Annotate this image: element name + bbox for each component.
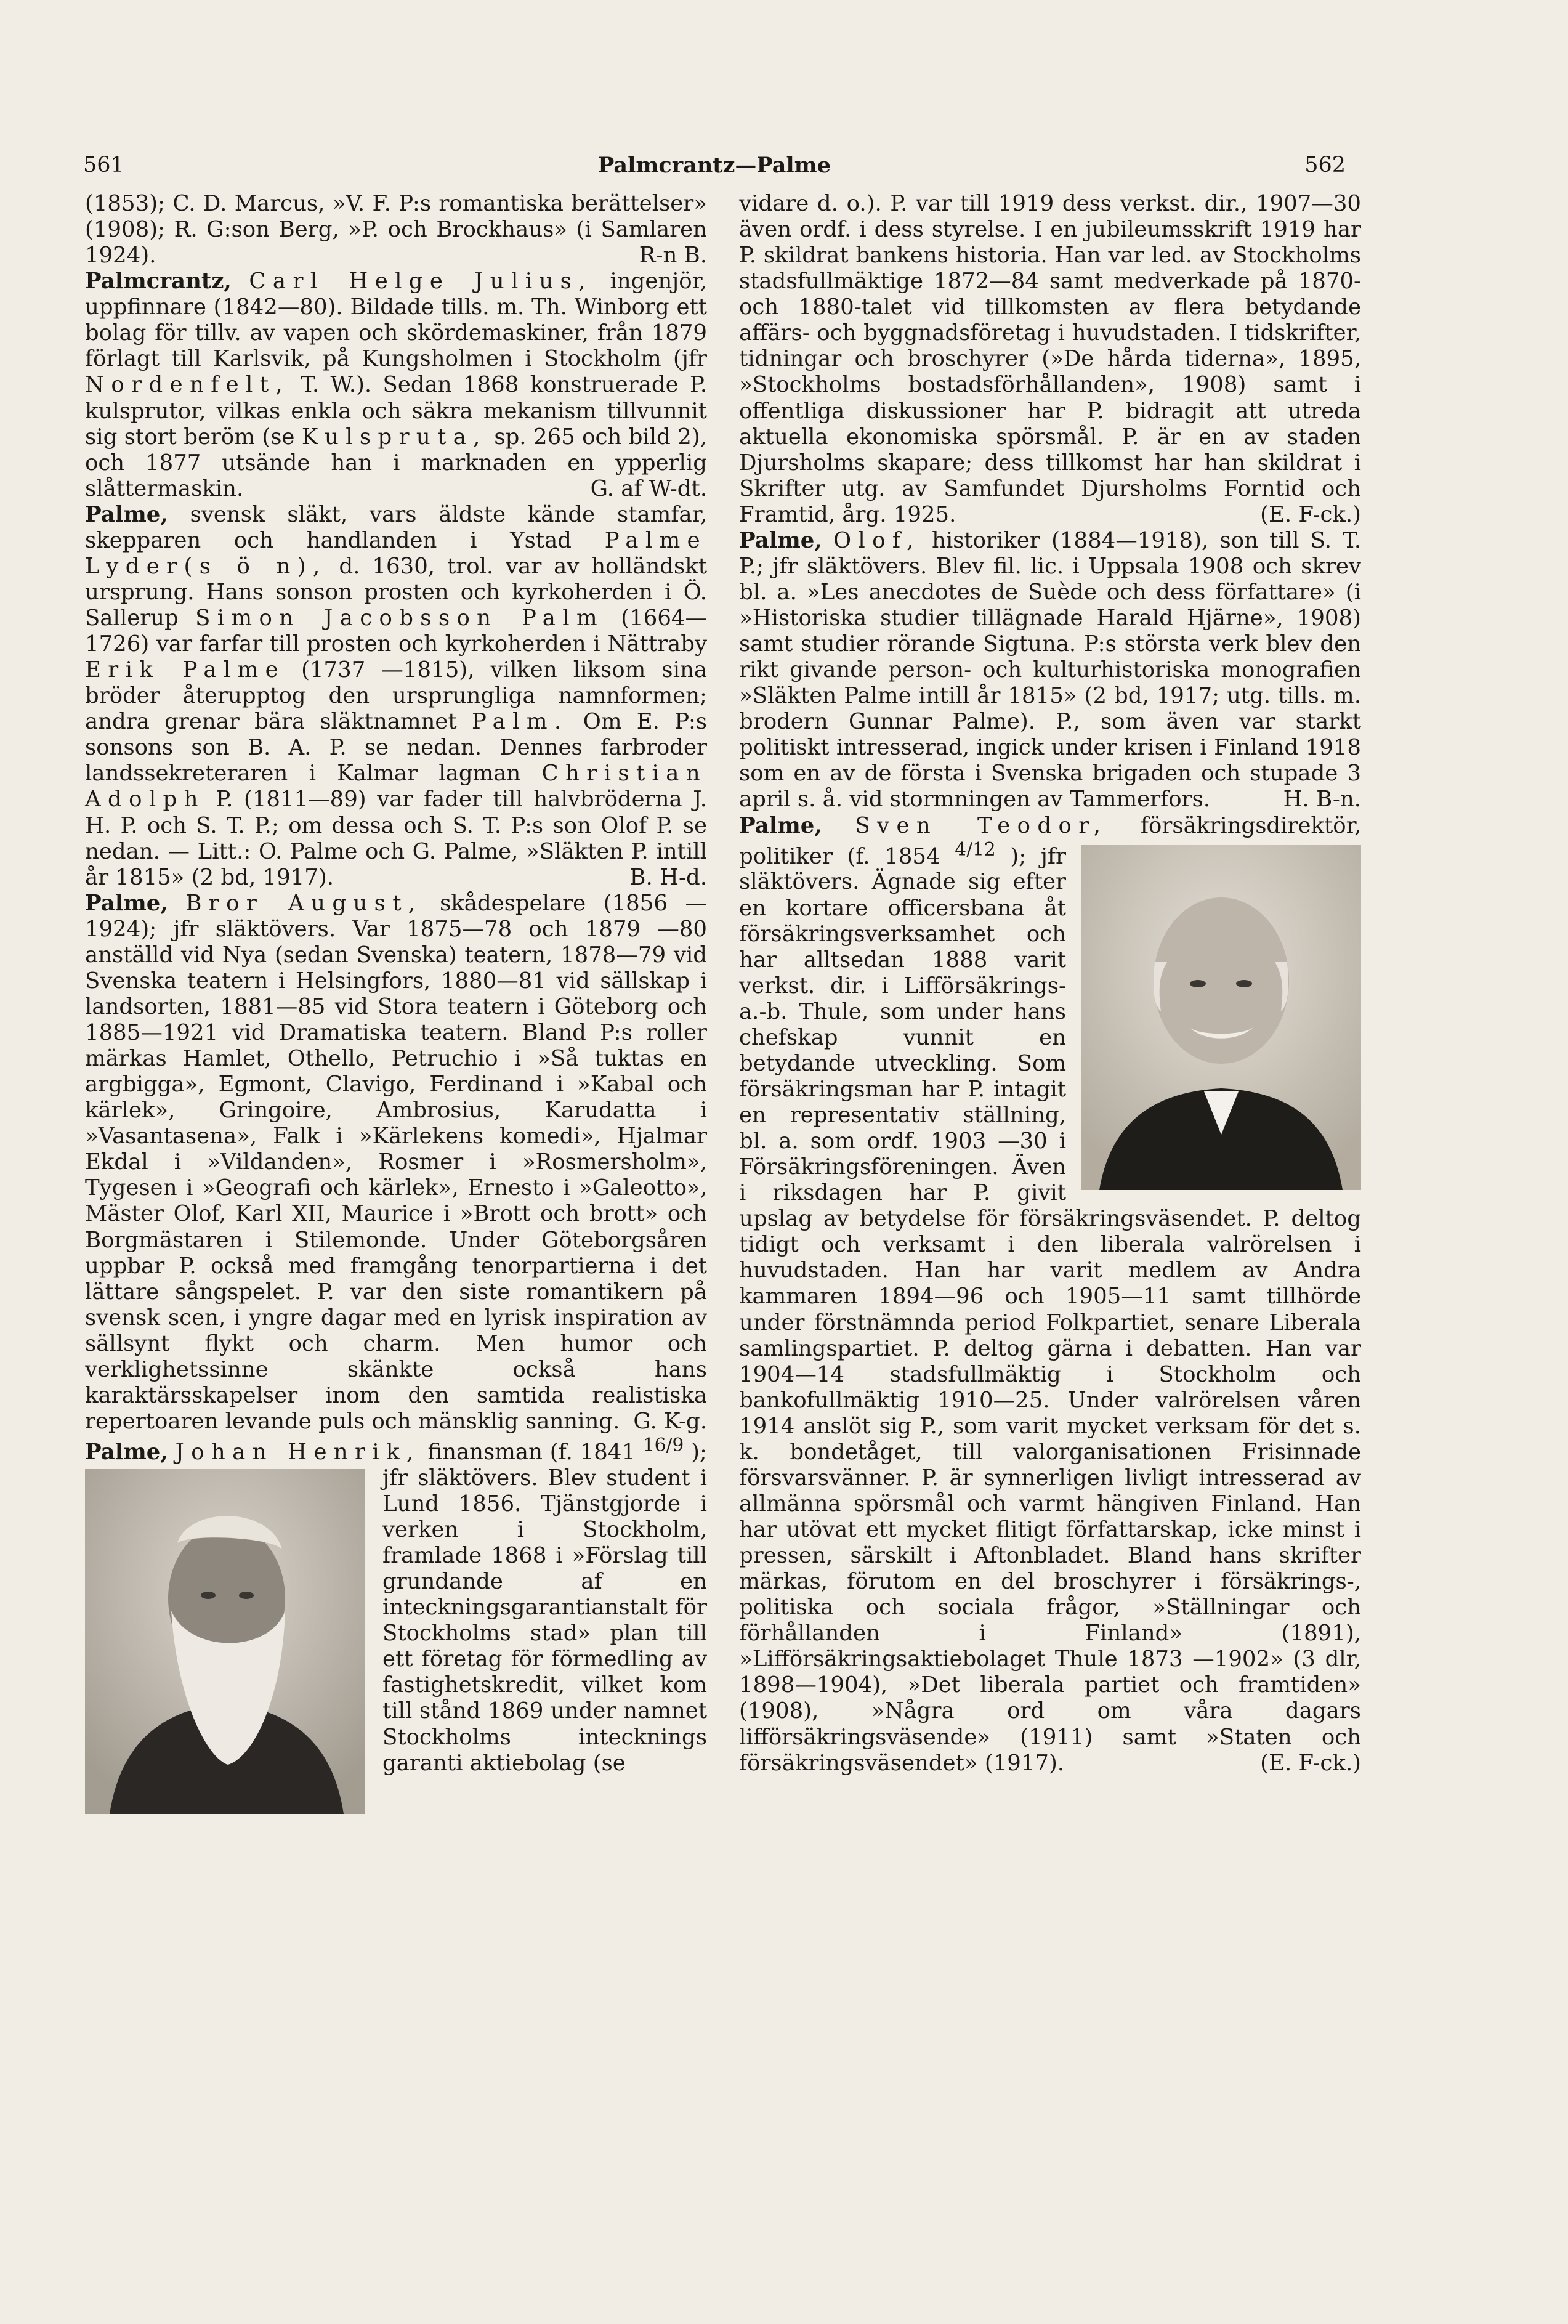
- portrait-bearded-man-icon: [85, 1469, 365, 1814]
- page-header: [83, 153, 1346, 184]
- signature: R-n B.: [639, 243, 707, 269]
- portrait-johan-henrik-palme-image: [85, 1469, 365, 1814]
- signature: G. K-g.: [633, 1408, 707, 1434]
- entry-headword: Palme,: [739, 812, 822, 838]
- running-title: Palmcrantz—Palme: [598, 153, 831, 178]
- signature: (E. F-ck.): [1260, 1750, 1361, 1776]
- signature: G. af W-dt.: [590, 476, 707, 501]
- portrait-bald-man-icon: [1081, 845, 1361, 1190]
- page-number-left: 561: [83, 153, 124, 177]
- entry-olof-palme: Palme, Olof, historiker (1884—1918), son till S. T. P.; jfr släktövers. Blev fil. lic. i Uppsala 1908 och skrev bl. a. »Les anecdotes de Suède och dess författare» (i »Historiska studier tillägnade Harald Hjärne», 1908) samt studier rörande Sigtuna. P:s största verk blev den rikt givande person- och kulturhistoriska monografien »Släkten Palme intill år 1815» (2 bd, 1917; utg. tills. m. brodern Gunnar Palme). P., som även var starkt politiskt intresserad, ingick under krisen i Finland 1918 som en av de första i Svenska brigaden och stupade 3 april s. å. vid stormningen av Tammerfors. H. B-n.: [739, 527, 1361, 812]
- entry-fragment: (1853); C. D. Marcus, »V. F. P:s romantiska berättelser» (1908); R. G:son Berg, »P. och Brockhaus» (i Samlaren 1924). R-n B.: [85, 191, 707, 269]
- portrait-sven-teodor-palme-image: [1081, 845, 1361, 1190]
- signature: H. B-n.: [1283, 787, 1361, 812]
- entry-palme-family: Palme, svensk släkt, vars äldste kände stamfar, skepparen och handlanden i Ystad Palme Lyder(s ö n), d. 1630, trol. var av holländskt ursprung. Hans sonson prosten och kyrkoherden i Ö. Sallerup Simon Jacobsson Palm (1664—1726) var farfar till prosten och kyrkoherden i Nättraby Erik Palme (1737 —1815), vilken liksom sina bröder återupptog den ursprungliga namnformen; andra grenar bära släktnamnet Palm. Om E. P:s sonsons son B. A. P. se nedan. Dennes farbroder landssekreteraren i Kalmar lagman Christian Adolph P. (1811—89) var fader till halvbröderna J. H. P. och S. T. P.; om dessa och S. T. P:s son Olof P. se nedan. — Litt.: O. Palme och G. Palme, »Släkten P. intill år 1815» (2 bd, 1917). B. H-d.: [85, 501, 708, 890]
- entry-continuation: vidare d. o.). P. var till 1919 dess verkst. dir., 1907—30 även ordf. i dess styrelse. I en jubileumsskrift 1919 har P. skildrat bankens historia. Han var led. av Stockholms stadsfullmäktige 1872—84 samt medverkade på 1870- och 1880-talet vid tillkomsten av flera betydande affärs- och byggnadsföretag i huvudstaden. I tidskrifter, tidningar och broschyrer (»De hårda tiderna», 1895, »Stockholms bostadsförhållanden», 1908) samt i offentliga diskussioner har P. bidragit att utreda aktuella ekonomiska spörsmål. P. är en av staden Djursholms skapare; dess tillkomst har han skildrat i Skrifter utg. av Samfundet Djursholms Forntid och Framtid, årg. 1925. (E. F-ck.): [739, 191, 1361, 527]
- right-column: [739, 191, 1361, 1776]
- entry-headword: Palme,: [85, 501, 168, 527]
- entry-sven-teodor-palme: Palme, Sven Teodor, försäkringsdirektör, politiker (f. 1854 $^{4/12}$ ); jfr släktövers. Ägnade sig efter en kortare officersbana åt försäkringsverksamhet och har alltsedan 1888 varit verkst. dir. i Lifförsäkrings-a.-b. Thule, som under hans chefskap vunnit en betydande utveckling. Som försäkringsman har P. intagit en representativ ställning, bl. a. som ordf. 1903 —30 i Försäkringsföreningen. Även i riksdagen har P. givit upslag av betydelse för försäkringsväsendet. P. deltog tidigt och verksamt i den liberala valrörelsen i huvudstaden. Han har varit medlem av Andra kammaren 1894—96 och 1905—11 samt tillhörde under förstnämnda period Folkpartiet, senare Liberala samlingspartiet. P. deltog gärna i debatten. Han var 1904—14 stadsfullmäktig i Stockholm och bankofullmäktig 1910—25. Under valrörelsen våren 1914 anslöt sig P., som varit mycket verksam för det s. k. bondetåget, till valorganisationen Frisinnade försvarsvänner. P. är synnerligen livligt intresserad av allmänna spörsmål och varmt hängiven Finland. Han har utövat ett mycket flitigt författarskap, icke minst i pressen, särskilt i Aftonbladet. Bland hans skrifter märkas, förutom en del broschyrer i försäkrings-, politiska och sociala frågor, »Ställningar och förhållanden i Finland» (1891), »Lifförsäkringsaktiebolaget Thule 1873 —1902» (3 dlr, 1898—1904), »Det liberala partiet och framtiden» (1908), »Några ord om våra dagars lifförsäkringsväsende» (1911) samt »Staten och försäkringsväsendet» (1917). (E. F-ck.): [739, 812, 1361, 1776]
- entry-palmcrantz: Palmcrantz, Carl Helge Julius, ingenjör, uppfinnare (1842—80). Bildade tills. m. Th. Winborg ett bolag för tillv. av vapen och skördemaskiner, från 1879 förlagt till Karlsvik, på Kungsholmen i Stockholm (jfr Nordenfelt, T. W.). Sedan 1868 konstruerade P. kulsprutor, vilkas enkla och säkra mekanism tillvunnit sig stort beröm (se Kulspruta, sp. 265 och bild 2), och 1877 utsände han i marknaden en ypperlig slåttermaskin. G. af W-dt.: [85, 269, 707, 501]
- left-column: [85, 191, 707, 1818]
- entry-headword: Palme,: [85, 1439, 168, 1465]
- signature: B. H-d.: [629, 864, 707, 890]
- entry-johan-henrik-palme: Palme, Johan Henrik, finansman (f. 1841 $^{16/9}$ ); jfr släktövers. Blev student i Lund 1856. Tjänstgjorde i verken i Stockholm, framlade 1868 i »Förslag till grundande af en inteckningsgarantianstalt för Stockholms stad» plan till ett företag för förmedling av fastighetskredit, vilket kom till stånd 1869 under namnet Stockholms intecknings garanti aktiebolag (se: [85, 1435, 707, 1776]
- entry-bror-august-palme: Palme, Bror August, skådespelare (1856 —1924); jfr släktövers. Var 1875—78 och 1879 —80 anställd vid Nya (sedan Svenska) teatern, 1878—79 vid Svenska teatern i Helsingfors, 1880—81 vid sällskap i landsorten, 1881—85 vid Stora teatern i Göteborg och 1885—1921 vid Dramatiska teatern. Bland P:s roller märkas Hamlet, Othello, Petruchio i »Så tuktas en argbigga», Egmont, Clavigo, Ferdinand i »Kabal och kärlek», Gringoire, Ambrosius, Karudatta i »Vasantasena», Falk i »Kärlekens komedi», Hjalmar Ekdal i »Vildanden», Rosmer i »Rosmersholm», Tygesen i »Geografi och kärlek», Ernesto i »Galeotto», Mäster Olof, Karl XII, Maurice i »Brott och brott» och Borgmästaren i Stilemonde. Under Göteborgsåren uppbar P. också med framgång tenorpartierna i det lättare sångspelet. P. var den siste romantikern på svensk scen, i yngre dagar med en lyrisk inspiration av sällsynt flykt och charm. Men humor och verklighetssinne skänkte också hans karaktärsskapelser inom den samtida realistiska repertoaren levande puls och mänsklig sanning. G. K-g.: [85, 890, 707, 1434]
- entry-headword: Palme,: [85, 890, 168, 916]
- page-number-right: 562: [1304, 153, 1346, 177]
- entry-headword: Palme,: [739, 527, 822, 553]
- entry-headword: Palmcrantz,: [85, 269, 232, 294]
- signature: (E. F-ck.): [1260, 501, 1361, 527]
